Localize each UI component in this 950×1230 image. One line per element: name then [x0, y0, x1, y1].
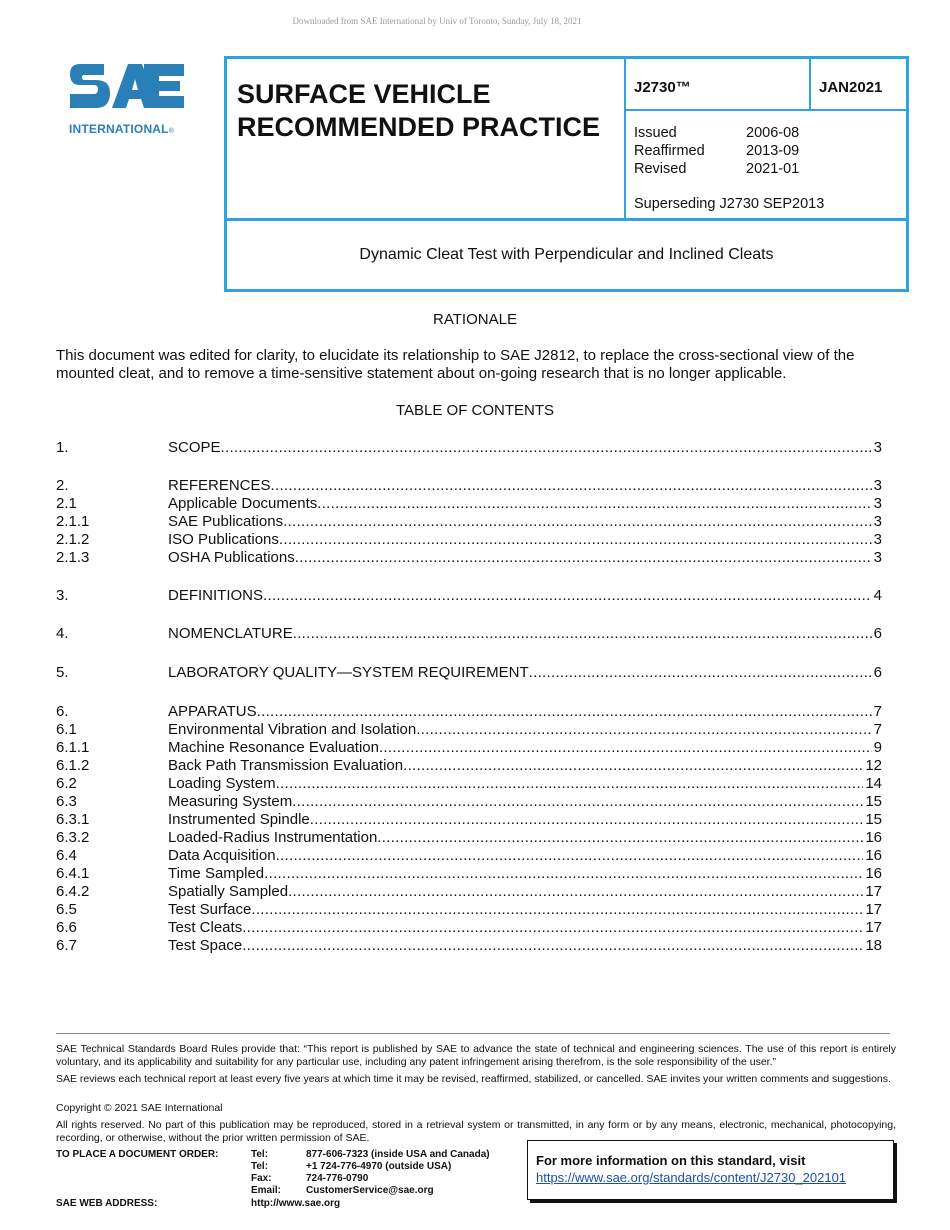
toc-entry[interactable] — [56, 919, 882, 937]
toc-entry[interactable] — [56, 495, 882, 513]
toc-entry-number: 6.3.2 — [56, 829, 90, 846]
toc-leader-dots — [242, 919, 863, 937]
copyright-text: Copyright © 2021 SAE International — [56, 1102, 223, 1114]
toc-leader-dots — [529, 664, 872, 682]
toc-entry-title: SAE Publications — [168, 513, 284, 530]
toc-entry-number: 2.1.3 — [56, 549, 90, 566]
toc-entry-title: Applicable Documents — [168, 495, 318, 512]
contact-value: +1 724-776-4970 (outside USA) — [306, 1161, 452, 1172]
toc-leader-dots — [403, 757, 863, 775]
toc-leader-dots — [257, 703, 872, 721]
toc-entry-page: 16 — [865, 847, 882, 864]
toc-entry-page: 12 — [865, 757, 882, 774]
toc-entry-title: Instrumented Spindle — [168, 811, 310, 828]
toc-entry-title: APPARATUS — [168, 703, 257, 720]
toc-leader-dots — [310, 811, 864, 829]
toc-leader-dots — [279, 531, 872, 549]
toc-leader-dots — [295, 549, 872, 567]
toc-entry-title: Test Surface — [168, 901, 252, 918]
toc-leader-dots — [377, 829, 863, 847]
toc-entry-page: 9 — [873, 739, 882, 756]
rationale-text: This document was edited for clarity, to elucidate its relationship to SAE J2812, to replace the cross-sectional view of the mounted cleat, and to remove a time-sensitive statement about on-going research that is no longer applicable. — [56, 347, 855, 382]
toc-entry-title: Environmental Vibration and Isolation — [168, 721, 417, 738]
web-address-link[interactable]: http://www.sae.org — [251, 1198, 341, 1209]
toc-entry-page: 4 — [873, 587, 882, 604]
toc-leader-dots — [263, 587, 872, 605]
toc-entry-page: 3 — [873, 549, 882, 566]
rights-text: All rights reserved. No part of this publication may be reproduced, stored in a retrieval system or transmitted, in any form or by any means, electronic, mechanical, photocopying, recording, or otherwise, without the prior written permission of SAE. — [56, 1119, 896, 1144]
toc-entry-number: 6.2 — [56, 775, 77, 792]
toc-heading: TABLE OF CONTENTS — [395, 402, 555, 419]
footer-divider — [56, 1033, 890, 1034]
toc-entry-title: OSHA Publications — [168, 549, 295, 566]
toc-entry-title: Spatially Sampled — [168, 883, 289, 900]
toc-entry[interactable] — [56, 531, 882, 549]
toc-entry-title: LABORATORY QUALITY—SYSTEM REQUIREMENT — [168, 664, 529, 681]
toc-entry-page: 18 — [865, 937, 882, 954]
toc-entry-title: Measuring System — [168, 793, 293, 810]
toc-leader-dots — [221, 439, 872, 457]
toc-entry-page: 3 — [873, 513, 882, 530]
toc-entry-number: 6.6 — [56, 919, 77, 936]
toc-entry-page: 3 — [873, 439, 882, 456]
logo-subtitle: INTERNATIONAL® — [69, 122, 175, 136]
toc-entry-page: 17 — [865, 919, 882, 936]
toc-entry[interactable] — [56, 937, 882, 955]
toc-entry-page: 16 — [865, 829, 882, 846]
toc-entry-title: Time Sampled — [168, 865, 265, 882]
toc-entry-title: Test Space — [168, 937, 243, 954]
toc-leader-dots — [264, 865, 863, 883]
toc-entry[interactable] — [56, 829, 882, 847]
toc-entry-number: 6.3.1 — [56, 811, 90, 828]
toc-entry-page: 3 — [873, 531, 882, 548]
toc-entry-number: 6.5 — [56, 901, 77, 918]
toc-entry-page: 6 — [873, 625, 882, 642]
toc-entry-title: Machine Resonance Evaluation — [168, 739, 379, 756]
toc-entry-page: 14 — [865, 775, 882, 792]
toc-leader-dots — [276, 775, 864, 793]
toc-entry-page: 15 — [865, 793, 882, 810]
toc-leader-dots — [293, 625, 872, 643]
toc-entry-number: 6.4.2 — [56, 883, 90, 900]
toc-leader-dots — [283, 513, 872, 531]
toc-entry[interactable] — [56, 513, 882, 531]
toc-entry-number: 2.1.2 — [56, 531, 90, 548]
toc-leader-dots — [242, 937, 863, 955]
toc-leader-dots — [379, 739, 872, 757]
toc-leader-dots — [317, 495, 871, 513]
toc-entry-number: 2.1 — [56, 495, 77, 512]
more-info-box — [527, 1140, 894, 1200]
toc-entry-number: 6.1.1 — [56, 739, 90, 756]
document-title: Dynamic Cleat Test with Perpendicular and Inclined Cleats — [359, 246, 774, 263]
toc-entry[interactable] — [56, 625, 882, 643]
document-header-box — [224, 56, 909, 292]
toc-entry-page: 17 — [865, 883, 882, 900]
superseding-note: Superseding J2730 SEP2013 — [634, 196, 825, 212]
toc-entry-number: 6.1 — [56, 721, 77, 738]
contact-label: Fax: — [251, 1173, 272, 1184]
toc-entry-page: 3 — [873, 495, 882, 512]
toc-entry[interactable] — [56, 703, 882, 721]
toc-entry-number: 6.4.1 — [56, 865, 90, 882]
toc-entry[interactable] — [56, 549, 882, 567]
toc-entry-title: SCOPE — [168, 439, 221, 456]
toc-entry[interactable] — [56, 664, 882, 682]
toc-entry-title: Loading System — [168, 775, 276, 792]
toc-leader-dots — [251, 901, 863, 919]
toc-leader-dots — [271, 477, 872, 495]
revision-dates: Issued 2006-08 Reaffirmed 2013-09 Revised 2021-01 — [634, 125, 800, 177]
toc-entry-title: ISO Publications — [168, 531, 279, 548]
contact-label: Tel: — [251, 1149, 269, 1160]
toc-entry-page: 6 — [873, 664, 882, 681]
toc-entry[interactable] — [56, 757, 882, 775]
toc-entry[interactable] — [56, 901, 882, 919]
toc-entry-title: REFERENCES — [168, 477, 271, 494]
toc-entry-page: 3 — [873, 477, 882, 494]
toc-entry[interactable] — [56, 721, 882, 739]
toc-leader-dots — [416, 721, 871, 739]
toc-entry-page: 16 — [865, 865, 882, 882]
rationale-heading: RATIONALE — [433, 311, 517, 328]
toc-entry-number: 6.1.2 — [56, 757, 90, 774]
toc-entry-number: 6.7 — [56, 937, 77, 954]
toc-entry-page: 17 — [865, 901, 882, 918]
toc-leader-dots — [276, 847, 864, 865]
toc-entry[interactable] — [56, 883, 882, 901]
toc-entry[interactable] — [56, 811, 882, 829]
document-type: SURFACE VEHICLE RECOMMENDED PRACTICE — [237, 79, 601, 142]
toc-entry-number: 4. — [56, 625, 69, 642]
toc-entry-title: NOMENCLATURE — [168, 625, 293, 642]
toc-entry-number: 5. — [56, 664, 69, 681]
toc-entry[interactable] — [56, 793, 882, 811]
download-note: Downloaded from SAE International by Univ of Toronto, Sunday, July 18, 2021 — [292, 16, 582, 26]
contact-label: Tel: — [251, 1161, 269, 1172]
toc-entry-number: 3. — [56, 587, 69, 604]
toc-entry-number: 1. — [56, 439, 69, 456]
toc-entry[interactable] — [56, 865, 882, 883]
contact-value: 724-776-0790 — [306, 1173, 369, 1184]
more-info-title: For more information on this standard, visit — [536, 1153, 806, 1168]
toc-entry-page: 7 — [873, 703, 882, 720]
toc-entry-page: 15 — [865, 811, 882, 828]
toc-entry-title: Data Acquisition — [168, 847, 276, 864]
toc-entry-number: 6.4 — [56, 847, 77, 864]
toc-entry[interactable] — [56, 439, 882, 457]
toc-entry-title: DEFINITIONS — [168, 587, 264, 604]
toc-leader-dots — [288, 883, 863, 901]
sae-logo-mark — [66, 58, 186, 118]
toc-entry-page: 7 — [873, 721, 882, 738]
toc-entry-title: Loaded-Radius Instrumentation — [168, 829, 378, 846]
order-label: TO PLACE A DOCUMENT ORDER: — [56, 1149, 219, 1160]
review-text: SAE reviews each technical report at least every five years at which time it may be revised, reaffirmed, stabilized, or cancelled. SAE invites your written comments and suggestions. — [56, 1073, 891, 1085]
toc-entry[interactable] — [56, 477, 882, 495]
board-rules-text: SAE Technical Standards Board Rules provide that: “This report is published by SAE to advance the state of technical and engineering sciences. The use of this report is entirely voluntary, and its applicability and suitability for any particular use, including any patent infringement arising therefrom, is the sole responsibility of the user.” — [56, 1043, 896, 1068]
contact-label: Email: — [251, 1185, 282, 1196]
toc-entry-number: 2.1.1 — [56, 513, 90, 530]
toc-entry-number: 6. — [56, 703, 69, 720]
toc-entry-number: 2. — [56, 477, 69, 494]
web-address-label: SAE WEB ADDRESS: — [56, 1198, 158, 1209]
toc-entry[interactable] — [56, 739, 882, 757]
toc-entry[interactable] — [56, 847, 882, 865]
document-date: JAN2021 — [819, 79, 883, 96]
standard-url-link[interactable]: https://www.sae.org/standards/content/J2730_202101 — [536, 1170, 847, 1185]
document-number: J2730™ — [634, 79, 691, 96]
contact-value: 877-606-7323 (inside USA and Canada) — [306, 1149, 490, 1160]
toc-entry-title: Test Cleats — [168, 919, 243, 936]
toc-entry-number: 6.3 — [56, 793, 77, 810]
toc-entry-title: Back Path Transmission Evaluation — [168, 757, 404, 774]
toc-leader-dots — [292, 793, 863, 811]
toc-entry[interactable] — [56, 775, 882, 793]
email-link[interactable]: CustomerService@sae.org — [306, 1185, 434, 1196]
toc-entry[interactable] — [56, 587, 882, 605]
